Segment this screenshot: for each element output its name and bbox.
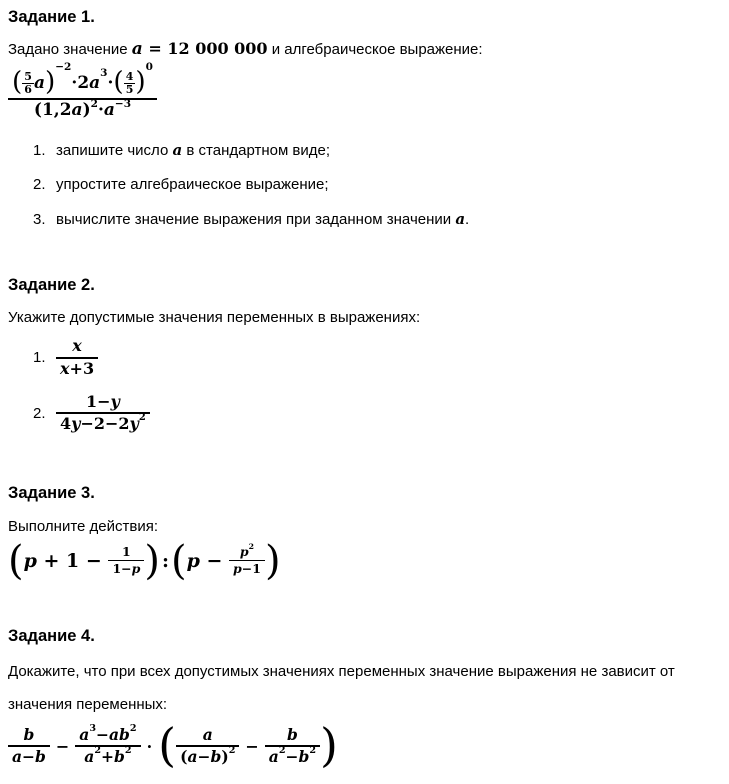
list-item <box>33 392 719 435</box>
math-var: p <box>239 543 249 559</box>
math-var: a <box>172 141 183 160</box>
exponent: −2 <box>55 61 72 74</box>
item-text-run: вычислите значение выражения при заданном значении <box>56 211 456 229</box>
math-var: a <box>131 38 143 59</box>
fraction-denominator <box>8 745 50 767</box>
dot-operator: · <box>146 736 153 756</box>
math-run: 2 <box>77 72 90 93</box>
exponent: 3 <box>89 723 97 735</box>
paren: ( <box>180 747 188 767</box>
math-run: +3 <box>69 358 95 378</box>
paren: ) <box>221 747 229 767</box>
paren: ( <box>12 67 23 98</box>
math-var: a <box>268 747 279 767</box>
math-run: − <box>285 747 299 767</box>
fraction-denominator <box>56 357 98 379</box>
fraction <box>229 541 265 578</box>
fraction-numerator: 5 <box>24 70 32 84</box>
fraction-numerator <box>56 392 150 412</box>
task3-intro: Выполните действия: <box>8 517 159 535</box>
math-var: p <box>131 561 141 577</box>
fraction-denominator <box>108 560 144 577</box>
task1-list <box>8 141 719 229</box>
math-run: + 1 − <box>36 549 109 572</box>
fraction <box>8 61 157 121</box>
dot-operator: · <box>71 72 78 93</box>
fraction <box>124 71 136 95</box>
math-run: − <box>199 549 230 572</box>
fraction-denominator: 6 <box>24 83 32 97</box>
fraction-numerator <box>56 336 98 356</box>
math-var: b <box>23 725 35 745</box>
big-paren: ( <box>170 537 187 584</box>
fraction <box>176 725 239 767</box>
math-run: −2−2 <box>80 414 130 434</box>
fraction <box>75 725 140 767</box>
math-run: −1 <box>241 561 261 577</box>
exponent: 2 <box>228 745 236 757</box>
fraction <box>56 392 150 435</box>
task3-heading: Задание 3. <box>8 483 95 502</box>
item-text-run: . <box>465 211 470 229</box>
item-text <box>56 176 329 194</box>
fraction <box>265 725 320 767</box>
math-var: x <box>72 336 82 356</box>
exponent: 2 <box>90 97 98 110</box>
item-number: 1. <box>33 142 46 160</box>
exponent: 2 <box>129 723 137 735</box>
list-item <box>33 210 719 229</box>
exponent: 2 <box>124 745 132 757</box>
exponent: 2 <box>138 412 146 424</box>
task1-intro <box>8 39 719 59</box>
fraction-numerator: 4 <box>125 70 134 84</box>
colon-operator: : <box>161 549 169 572</box>
dot-operator: · <box>97 99 104 120</box>
math-run: 4 <box>60 414 72 434</box>
fraction-numerator <box>229 541 265 560</box>
big-paren: ) <box>320 718 338 773</box>
intro-text: Задано значение <box>8 40 132 58</box>
big-paren: ) <box>144 537 160 584</box>
item-number: 1. <box>33 349 46 367</box>
item-number: 3. <box>33 211 46 229</box>
big-paren: ) <box>264 537 281 584</box>
math-var: p <box>186 549 200 572</box>
item-text-run: упростите алгебраическое выражение; <box>56 176 329 194</box>
fraction-numerator: 1 <box>122 543 131 559</box>
fraction-denominator <box>56 412 150 434</box>
list-item <box>33 141 719 160</box>
math-var: b <box>286 725 298 745</box>
math-run: (1,2 <box>33 99 72 120</box>
big-paren: ( <box>8 537 24 584</box>
intro-text: и алгебраическое выражение: <box>267 40 483 58</box>
math-var: a <box>33 72 45 93</box>
item-text-run: в стандартном виде; <box>182 142 331 160</box>
dot-operator: · <box>107 72 114 93</box>
math-var: a <box>84 747 95 767</box>
exponent: −3 <box>114 97 132 110</box>
exponent: 2 <box>309 745 317 757</box>
math-var: ab <box>109 725 130 745</box>
task4-intro: Докажите, что при всех допустимых значениях переменных значение выражения не зависит от значения переменных: <box>8 662 675 714</box>
task2-intro: Укажите допустимые значения переменных в выражениях: <box>8 309 421 327</box>
paren: ) <box>135 67 146 98</box>
math-var: p <box>233 561 242 577</box>
item-text-run: запишите число <box>56 142 173 160</box>
paren: ( <box>113 67 124 98</box>
math-var: y <box>129 414 139 434</box>
task4-heading: Задание 4. <box>8 626 95 645</box>
big-paren: ( <box>158 718 177 773</box>
item-text <box>56 210 469 229</box>
math-var: a <box>455 210 466 229</box>
math-var: b <box>298 747 310 767</box>
task2-list <box>8 336 719 435</box>
fraction <box>8 725 50 767</box>
math-var: a <box>103 99 115 120</box>
item-text <box>56 141 330 160</box>
item-number: 2. <box>33 404 46 422</box>
math-run: + <box>101 747 115 767</box>
paren: ) <box>82 99 91 120</box>
exponent: 2 <box>94 745 102 757</box>
fraction-numerator <box>75 725 140 745</box>
math-var: a <box>71 99 83 120</box>
fraction-denominator <box>75 745 140 767</box>
fraction <box>108 544 144 578</box>
math-var: a−b <box>12 747 46 767</box>
fraction-denominator: 5 <box>125 83 134 97</box>
fraction <box>56 336 98 379</box>
math-var: y <box>71 414 81 434</box>
math-run: 1− <box>112 561 132 577</box>
fraction-denominator <box>265 745 320 767</box>
minus-operator: − <box>55 736 70 756</box>
fraction-numerator <box>265 725 320 745</box>
math-var: a <box>79 725 90 745</box>
task1-heading: Задание 1. <box>8 8 95 26</box>
math-var: y <box>110 392 120 411</box>
paren: ) <box>44 67 56 98</box>
fraction-denominator <box>8 98 157 122</box>
math-var: p <box>23 549 37 572</box>
math-run: = 12 000 000 <box>142 38 268 58</box>
task3-formula <box>8 537 719 584</box>
math-var: a−b <box>187 747 222 767</box>
exponent: 3 <box>100 67 108 80</box>
exponent: 0 <box>145 61 153 74</box>
math-var: a <box>202 725 213 745</box>
math-run: − <box>96 725 110 745</box>
fraction-denominator <box>229 560 265 577</box>
fraction-numerator <box>8 725 50 745</box>
item-number: 2. <box>33 176 46 194</box>
math-run: 1− <box>85 392 111 411</box>
exponent: 2 <box>248 541 255 551</box>
math-var: b <box>114 747 125 767</box>
minus-operator: − <box>245 736 259 756</box>
fraction <box>22 71 34 95</box>
task2-heading: Задание 2. <box>8 276 95 295</box>
task1-formula <box>8 61 719 121</box>
list-item <box>33 176 719 194</box>
list-item <box>33 336 719 379</box>
fraction-denominator <box>176 745 239 767</box>
math-var: x <box>60 358 70 378</box>
math-var: a <box>89 72 101 93</box>
exponent: 2 <box>278 745 286 757</box>
task4-formula <box>8 718 719 773</box>
fraction-numerator <box>176 725 239 745</box>
fraction-numerator <box>8 61 157 98</box>
